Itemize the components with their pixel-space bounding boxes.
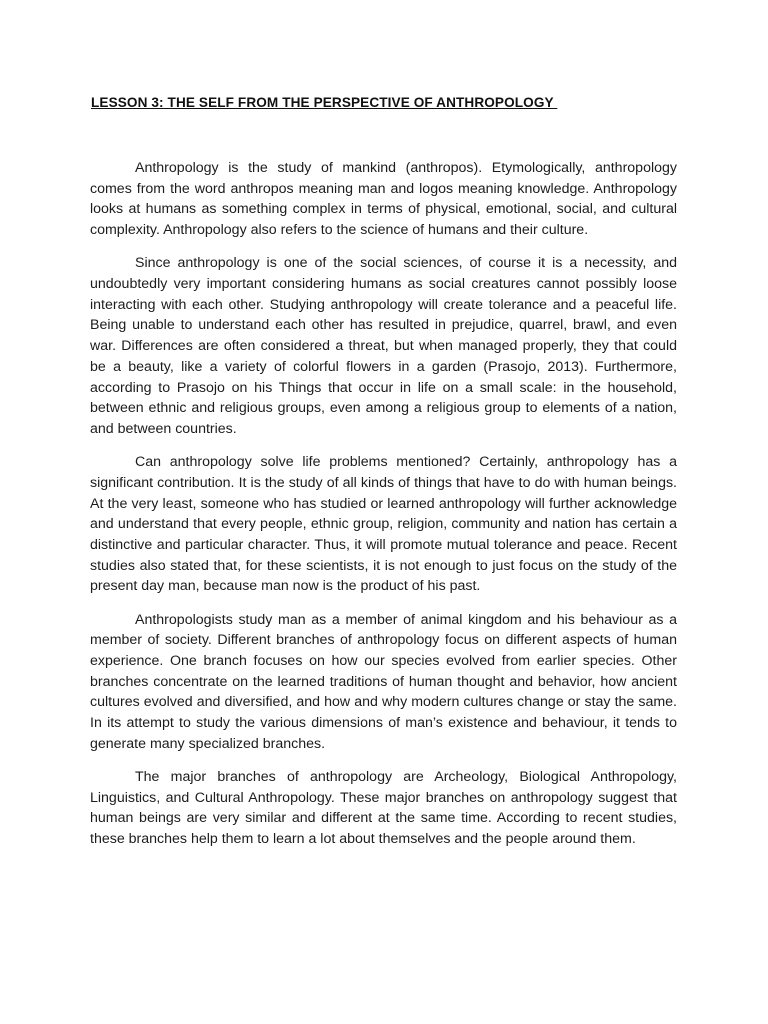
paragraph-anthropologists: Anthropologists study man as a member of animal kingdom and his behaviour as a member of society. Different branches of anthropology focus on different aspects of human experience. One branch focuses on how our species evolved from earlier species. Other branches concentrate on the learned traditions of human thought and behavior, how ancient cultures evolved and diversified, and how and why modern cultures change or stay the same. In its attempt to study the various dimensions of man’s existence and behaviour, it tends to generate many specialized branches. [90, 611, 677, 752]
document-body [90, 158, 677, 862]
paragraph-social-science: Since anthropology is one of the social sciences, of course it is a necessity, and undoubtedly very important considering humans as social creatures cannot possibly loose interacting with each other. Studying anthropology will create tolerance and a peaceful life. Being unable to understand each other has resulted in prejudice, quarrel, brawl, and even war. Differences are often considered a threat, but when managed properly, they that could be a beauty, like a variety of colorful flowers in a garden (Prasojo, 2013). Furthermore, according to Prasojo on his Things that occur in life on a small scale: in the household, between ethnic and religious groups, even among a religious group to elements of a nation, and between countries. [90, 255, 677, 437]
paragraph-life-problems: Can anthropology solve life problems mentioned? Certainly, anthropology has a significant contribution. It is the study of all kinds of things that have to do with human beings. At the very least, someone who has studied or learned anthropology will further acknowledge and understand that every people, ethnic group, religion, community and nation has certain a distinctive and particular character. Thus, it will promote mutual tolerance and peace. Recent studies also stated that, for these scientists, it is not enough to just focus on the study of the present day man, because man now is the product of his past. [90, 454, 677, 595]
lesson-title: LESSON 3: THE SELF FROM THE PERSPECTIVE OF ANTHROPOLOGY [91, 95, 558, 110]
paragraph-definition: Anthropology is the study of mankind (anthropos). Etymologically, anthropology comes from the word anthropos meaning man and logos meaning knowledge. Anthropology looks at humans as something complex in terms of physical, emotional, social, and cultural complexity. Anthropology also refers to the science of humans and their culture. [90, 160, 677, 239]
paragraph-major-branches: The major branches of anthropology are Archeology, Biological Anthropology, Linguistics, and Cultural Anthropology. These major branches on anthropology suggest that human beings are very similar and different at the same time. According to recent studies, these branches help them to learn a lot about themselves and the people around them. [90, 768, 677, 848]
